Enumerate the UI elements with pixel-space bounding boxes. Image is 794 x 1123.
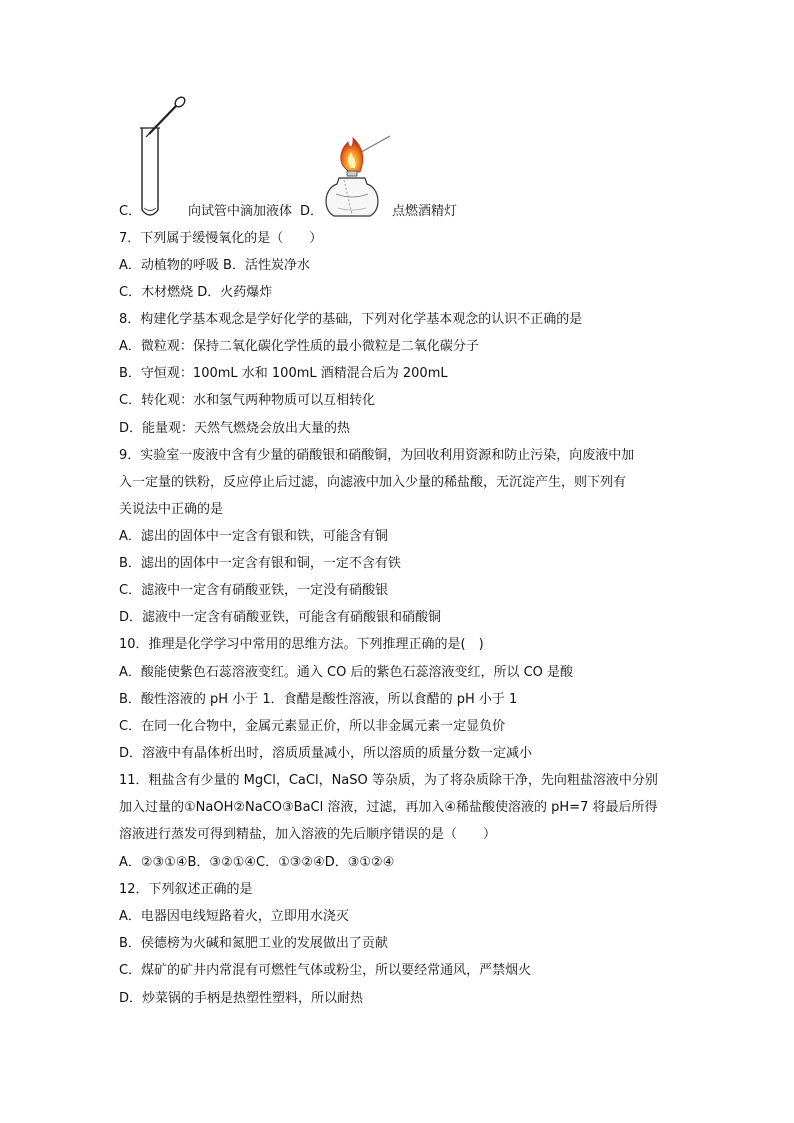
q9-stem-line1: 9．实验室一废液中含有少量的硝酸银和硝酸铜，为回收利用资源和防止污染，向废液中加 <box>119 448 635 463</box>
option-d-text: 点燃酒精灯 <box>392 204 458 219</box>
q10-option-a: A．酸能使紫色石蕊溶液变红。通入 CO 后的紫色石蕊溶液变红，所以 CO 是酸 <box>119 665 574 680</box>
q8-option-c: C．转化观：水和氢气两种物质可以互相转化 <box>119 393 376 408</box>
q7-options-ab: A．动植物的呼吸 B．活性炭净水 <box>119 258 310 273</box>
option-c-text: 向试管中滴加液体 <box>188 204 293 219</box>
q12-option-a: A．电器因电线短路着火，立即用水浇灭 <box>119 909 349 924</box>
q9-option-a: A．滤出的固体中一定含有银和铁，可能含有铜 <box>119 529 388 544</box>
q9-option-d: D．滤液中一定含有硝酸亚铁，可能含有硝酸银和硝酸铜 <box>119 610 442 625</box>
q10-stem: 10．推理是化学学习中常用的思维方法。下列推理正确的是( ) <box>119 637 484 652</box>
q8-stem: 8．构建化学基本观念是学好化学的基础，下列对化学基本观念的认识不正确的是 <box>119 312 583 327</box>
test-tube-dropper-figure <box>136 96 196 220</box>
q10-option-c: C．在同一化合物中，金属元素显正价，所以非金属元素一定显负价 <box>119 719 506 734</box>
q11-stem-line1: 11．粗盐含有少量的 MgCl，CaCl，NaSO 等杂质，为了将杂质除干净，先向粗盐溶液中分别 <box>119 773 658 788</box>
q7-stem: 7．下列属于缓慢氧化的是（ ） <box>119 231 323 246</box>
option-d-label: D． <box>300 204 324 219</box>
q9-option-b: B．滤出的固体中一定含有银和铜，一定不含有铁 <box>119 556 401 571</box>
q8-option-b: B．守恒观：100mL 水和 100mL 酒精混合后为 200mL <box>119 366 448 381</box>
q9-stem-line3: 关说法中正确的是 <box>119 502 224 517</box>
q10-option-b: B．酸性溶液的 pH 小于 1．食醋是酸性溶液，所以食醋的 pH 小于 1 <box>119 692 518 707</box>
q8-option-d: D．能量观：天然气燃烧会放出大量的热 <box>119 421 351 436</box>
q11-options: A．②③①④B．③②①④C．①③②④D．③①②④ <box>119 855 395 870</box>
q9-option-c: C．滤液中一定含有硝酸亚铁，一定没有硝酸银 <box>119 583 389 598</box>
q8-option-a: A．微粒观：保持二氧化碳化学性质的最小微粒是二氧化碳分子 <box>119 339 479 354</box>
q12-option-c: C．煤矿的矿井内常混有可燃性气体或粉尘，所以要经常通风，严禁烟火 <box>119 963 532 978</box>
option-row-cd <box>119 203 141 221</box>
q11-stem-line2: 加入过量的①NaOH②NaCO③BaCl 溶液，过滤，再加入④稀盐酸使溶液的 pH=7 将最后所得 <box>119 800 658 815</box>
q9-stem-line2: 入一定量的铁粉，反应停止后过滤，向滤液中加入少量的稀盐酸，无沉淀产生，则下列有 <box>119 475 627 490</box>
q12-option-d: D．炒菜锅的手柄是热塑性塑料，所以耐热 <box>119 991 364 1006</box>
q10-option-d: D．溶液中有晶体析出时，溶质质量减小，所以溶质的质量分数一定减小 <box>119 746 533 761</box>
option-c-label: C． <box>119 204 142 219</box>
q11-stem-line3: 溶液进行蒸发可得到精盐，加入溶液的先后顺序错误的是（ ） <box>119 827 497 842</box>
q12-option-b: B．侯德榜为火碱和氮肥工业的发展做出了贡献 <box>119 936 388 951</box>
alcohol-lamp-figure <box>322 128 396 220</box>
q12-stem: 12．下列叙述正确的是 <box>119 882 253 897</box>
q7-options-cd: C．木材燃烧 D．火药爆炸 <box>119 285 273 300</box>
